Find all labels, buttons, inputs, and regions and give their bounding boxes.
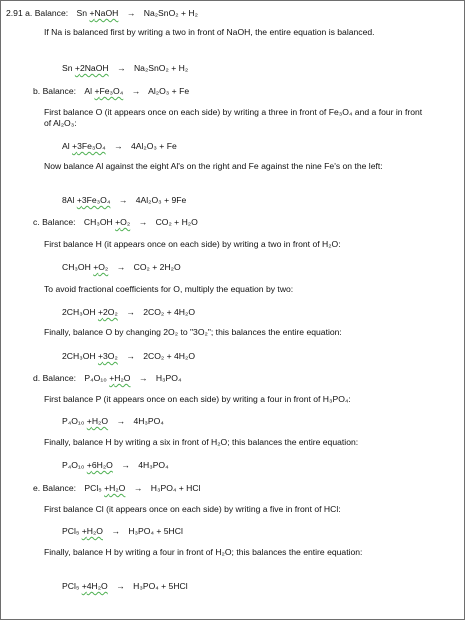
part-d-step-2-equation: P₄O₁₀ +6H₂O → 4H₃PO₄ [62,460,169,470]
arrow-icon: → [116,262,126,272]
arrow-icon: → [138,217,148,227]
part-b-step-1-equation: Al +3Fe₃O₄ → 4Al₂O₃ + Fe [62,141,177,151]
part-b-heading: b. Balance: Al +Fe₃O₄ → Al₂O₃ + Fe [33,86,190,96]
part-c-step-3-equation: 2CH₃OH +3O₂ → 2CO₂ + 4H₂O [62,351,196,361]
part-b-step-2-equation: 8Al +3Fe₃O₄ → 4Al₂O₃ + 9Fe [62,195,187,205]
part-c-step-2-equation: 2CH₃OH +2O₂ → 2CO₂ + 4H₂O [62,307,196,317]
part-e-heading: e. Balance: PCl₅ +H₂O → H₃PO₄ + HCl [33,483,201,493]
part-a-letter: a. [25,8,33,18]
arrow-icon: → [111,526,120,536]
part-d-heading: d. Balance: P₄O₁₀ +H₂O → H₃PO₄ [33,373,182,383]
arrow-icon: → [138,373,148,383]
part-c-step-1-text: First balance H (it appears once on each side) by writing a two in front of H₂O: [44,239,341,249]
eq-left: Sn [76,8,88,18]
arrow-icon: → [126,8,136,18]
arrow-icon: → [126,307,135,317]
part-a-step-1-equation: Sn +2NaOH → Na₂SnO₂ + H₂ [62,63,189,73]
part-e-step-1-text: First balance Cl (it appears once on each side) by writing a five in front of HCl: [44,504,341,514]
part-d-step-1-equation: P₄O₁₀ +H₂O → 4H₃PO₄ [62,416,164,426]
part-b-step-2-text: Now balance Al against the eight Al's on the right and Fe against the nine Fe's on the left: [44,161,383,171]
arrow-icon: → [118,195,128,205]
arrow-icon: → [126,351,135,361]
part-c-heading: c. Balance: CH₃OH +O₂ → CO₂ + H₂O [33,217,198,227]
arrow-icon: → [116,581,125,591]
part-c-step-1-equation: CH₃OH +O₂ → CO₂ + 2H₂O [62,262,181,272]
part-b-step-1-text: First balance O (it appears once on each side) by writing a three in front of Fe₃O₄ and a four in front of Al₂O₃: [44,107,423,128]
part-e-step-2-equation: PCl₅ +4H₂O → H₃PO₄ + 5HCl [62,581,188,591]
part-a-heading [6,8,198,19]
arrow-icon: → [121,460,130,470]
eq-right: Na₂SnO₂ + H₂ [143,8,198,18]
eq-plus-reactant: +NaOH [89,8,119,18]
part-c-step-2-text: To avoid fractional coefficients for O, multiply the equation by two: [44,284,294,294]
problem-number: 2.91 [6,8,23,18]
part-a-prompt: Balance: [34,8,69,18]
arrow-icon: → [133,483,143,493]
arrow-icon: → [116,63,126,73]
arrow-icon: → [131,86,141,96]
part-d-step-1-text: First balance P (it appears once on each side) by writing a four in front of H₃PO₄: [44,394,351,404]
part-d-step-2-text: Finally, balance H by writing a six in front of H₂O; this balances the entire equation: [44,437,359,447]
part-a-step-1-text: If Na is balanced first by writing a two in front of NaOH, the entire equation is balanced. [44,27,375,37]
part-c-step-3-text: Finally, balance O by changing 2O₂ to "3O₂"; this balances the entire equation: [44,327,342,337]
arrow-icon: → [113,141,123,151]
part-e-step-2-text: Finally, balance H by writing a four in front of H₂O; this balances the entire equation: [44,547,363,557]
part-e-step-1-equation: PCl₅ +H₂O → H₃PO₄ + 5HCl [62,526,183,536]
arrow-icon: → [116,416,126,426]
